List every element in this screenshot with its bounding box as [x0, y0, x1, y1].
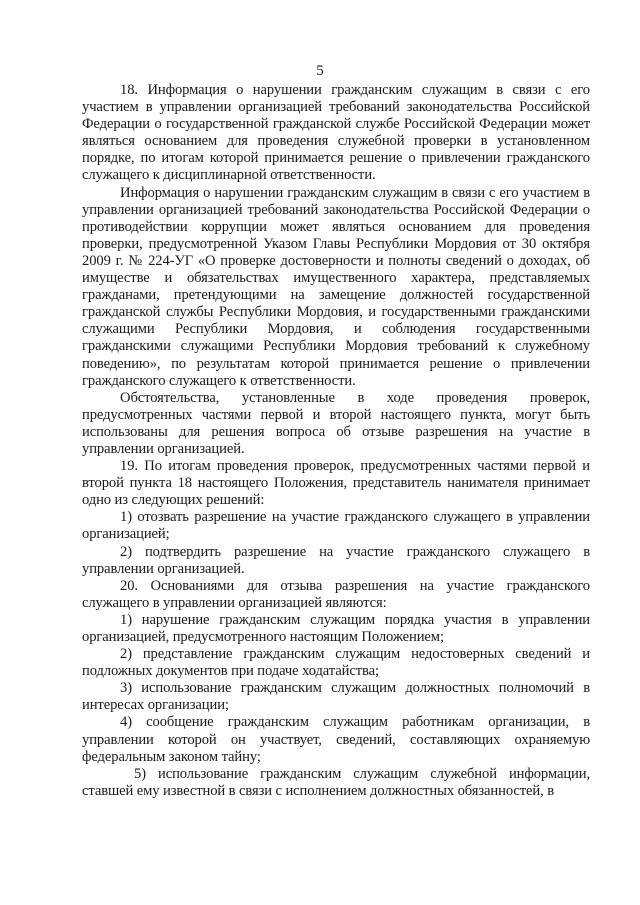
- paragraph-18: 18. Информация о нарушении гражданским служащим в связи с его участием в управлении организацией требований законодательства Российской Федерации о государственной гражданской службе Российской Федерации может являться основанием для проведения служебной проверки в установленном порядке, по итогам которой принимается решение о привлечении гражданского служащего к дисциплинарной ответственности.: [82, 82, 590, 184]
- document-body: [82, 82, 590, 800]
- paragraph-19-item-2: 2) подтвердить разрешение на участие гражданского служащего в управлении организацией.: [82, 543, 590, 577]
- paragraph-18-corruption: Информация о нарушении гражданским служащим в связи с его участием в управлении организацией требований законодательства Российской Федерации о противодействии коррупции может являться основанием для проведения проверки, предусмотренной Указом Главы Республики Мордовия от 30 октября 2009 г. № 224-УГ «О проверке достоверности и полноты сведений о доходах, об имуществе и обязательствах имущественного характера, представляемых гражданами, претендующими на замещение должностей государственной гражданской службы Республики Мордовия, и государственными гражданскими служащими Республики Мордовия, и соблюдения государственными гражданскими служащими Республики Мордовия требований к служебному поведению», по результатам которой принимается решение о привлечении гражданского служащего к ответственности.: [82, 184, 590, 389]
- paragraph-18-circumstances: Обстоятельства, установленные в ходе проведения проверок, предусмотренных частями первой и второй настоящего пункта, могут быть использованы для решения вопроса об отзыве разрешения на участие в управлении организацией.: [82, 389, 590, 457]
- paragraph-19-item-1: 1) отозвать разрешение на участие гражданского служащего в управлении организацией;: [82, 509, 590, 543]
- paragraph-20-item-5: 5) использование гражданским служащим служебной информации, ставшей ему известной в связи с исполнением должностных обязанностей, в: [82, 765, 590, 799]
- paragraph-20-item-3: 3) использование гражданским служащим должностных полномочий в интересах организации;: [82, 680, 590, 714]
- paragraph-19: 19. По итогам проведения проверок, предусмотренных частями первой и второй пункта 18 настоящего Положения, представитель нанимателя принимает одно из следующих решений:: [82, 458, 590, 509]
- page-number: 5: [316, 63, 324, 79]
- paragraph-20-item-2: 2) представление гражданским служащим недостоверных сведений и подложных документов при подаче ходатайства;: [82, 646, 590, 680]
- paragraph-20: 20. Основаниями для отзыва разрешения на участие гражданского служащего в управлении организацией являются:: [82, 577, 590, 611]
- paragraph-20-item-4: 4) сообщение гражданским служащим работникам организации, в управлении которой он участвует, сведений, составляющих охраняемую федеральным законом тайну;: [82, 714, 590, 765]
- paragraph-20-item-1: 1) нарушение гражданским служащим порядка участия в управлении организацией, предусмотренного настоящим Положением;: [82, 611, 590, 645]
